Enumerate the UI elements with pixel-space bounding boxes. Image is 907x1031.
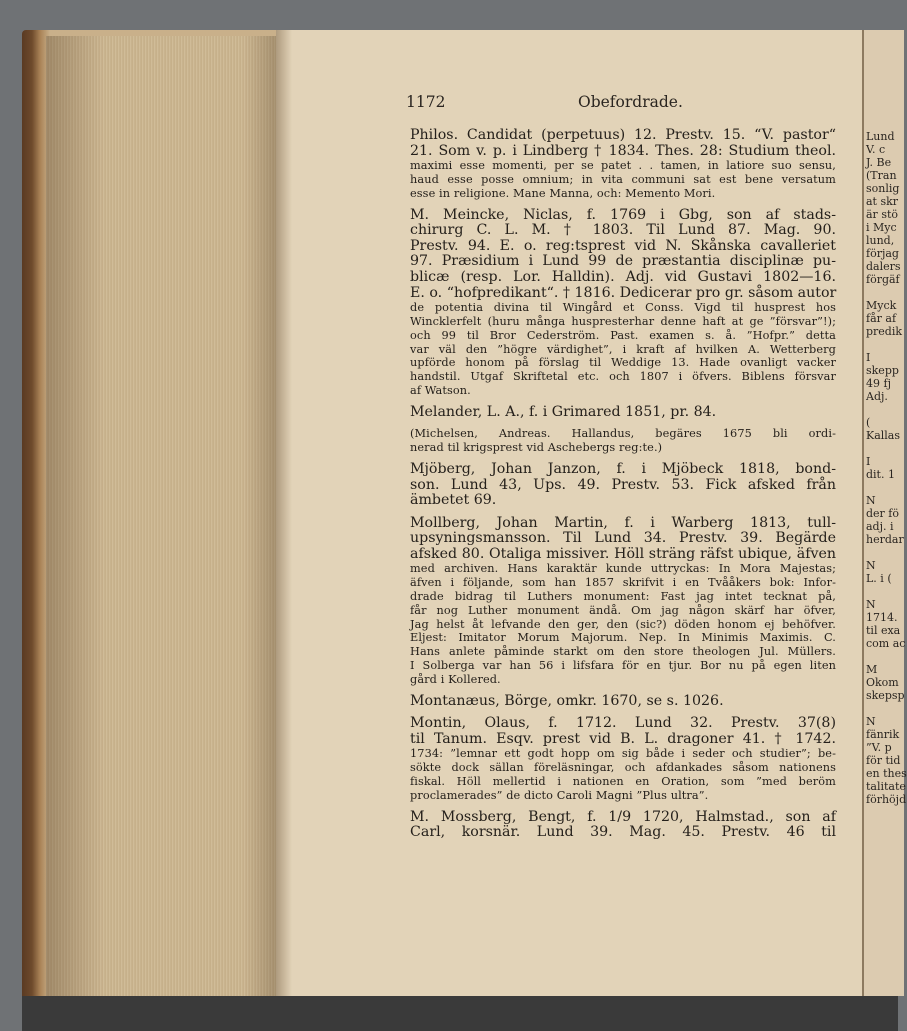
text-line: drade bidrag til Luthers monument: Fast jag intet tecknat på, [410, 590, 836, 604]
adjacent-fragment: (Tran [866, 169, 897, 182]
adjacent-fragment: ”V. p [866, 741, 892, 754]
adjacent-page-text [866, 130, 907, 806]
adjacent-fragment [866, 286, 902, 299]
text-line: fiskal. Höll mellertid i nationen en Oration, som ”med beröm [410, 775, 836, 789]
adjacent-fragment [866, 338, 902, 351]
adjacent-fragment: predik [866, 325, 903, 338]
text-line: Melander, L. A., f. i Grimared 1851, pr. 84. [410, 403, 717, 420]
page-block-shading [46, 36, 278, 996]
text-line: E. o. “hofpredikant“. † 1816. Dedicerar pro gr. såsom autor [410, 284, 837, 301]
adjacent-fragment: N [866, 494, 876, 507]
adjacent-fragment: N [866, 598, 876, 611]
adjacent-fragment [866, 481, 902, 494]
adjacent-fragment: der fö [866, 507, 899, 520]
adjacent-fragment: får af [866, 312, 897, 325]
adjacent-fragment: förhöjd [866, 793, 907, 806]
text-line: chirurg C. L. M. † 1803. Til Lund 87. Mag. 90. [410, 222, 836, 239]
text-line: M. Meincke, Niclas, f. 1769 i Gbg, son af stads- [410, 206, 836, 223]
text-line: 97. Præsidium i Lund 99 de præstantia disciplinæ pu- [410, 253, 836, 270]
adjacent-fragment: förjag [866, 247, 899, 260]
text-line: blicæ (resp. Lor. Halldin). Adj. vid Gustavi 1802—16. [410, 268, 836, 285]
text-line: Prestv. 94. E. o. reg:tsprest vid N. Skånska cavalleriet [410, 237, 836, 254]
text-line: M. Mossberg, Bengt, f. 1/9 1720, Halmstad., son af [410, 808, 836, 825]
adjacent-fragment: Lund [866, 130, 895, 143]
adjacent-fragment: dalers [866, 260, 901, 273]
adjacent-fragment: dit. 1 [866, 468, 895, 481]
text-line: 1734: ”lemnar ett godt hopp om sig både i seder och studier”; be- [410, 747, 836, 761]
adjacent-fragment [866, 702, 902, 715]
text-line: Montin, Olaus, f. 1712. Lund 32. Prestv. 37(8) [410, 715, 836, 732]
text-line: upförde honom på förslag til Weddige 13. Hade ovanligt vacker [410, 356, 836, 370]
adjacent-fragment: 49 fj [866, 377, 891, 390]
text-line: med archiven. Hans karaktär kunde uttryckas: In Mora Majestas; [410, 562, 836, 576]
adjacent-fragment: M [866, 663, 878, 676]
text-line: son. Lund 43, Ups. 49. Prestv. 53. Fick afsked från [410, 476, 836, 493]
adjacent-fragment: I [866, 351, 871, 364]
adjacent-fragment: til exa [866, 624, 901, 637]
text-line: af Watson. [410, 383, 471, 397]
text-line: Carl, korsnär. Lund 39. Mag. 45. Prestv. 46 til [410, 824, 836, 841]
page-number: 1172 [406, 93, 446, 111]
paragraph-gap [410, 420, 836, 427]
text-line: I Solberga var han 56 i lifsfara för en tjur. Bor nu på egen liten [410, 659, 836, 673]
adjacent-fragment: 1714. [866, 611, 898, 624]
adjacent-fragment: Okom [866, 676, 899, 689]
text-line: esse in religione. Mane Manna, och: Memento Mori. [410, 186, 716, 200]
adjacent-fragment: Adj. [866, 390, 888, 403]
text-line: Jag helst åt lefvande den ger, den (sic?) döden honom ej behöfver. [410, 617, 836, 631]
text-line: Mjöberg, Johan Janzon, f. i Mjöbeck 1818, bond- [410, 460, 836, 477]
text-line: de potentia divina til Wingård et Conss. Vigd til husprest hos [410, 301, 836, 315]
adjacent-fragment: Kallas [866, 429, 901, 442]
text-line: haud esse posse omnium; in vita communi sat est bene versatum [410, 172, 836, 186]
page-gutter-shadow [276, 30, 292, 996]
adjacent-fragment: skepp [866, 364, 899, 377]
adjacent-fragment: en thes [866, 767, 907, 780]
adjacent-fragment: at skr [866, 195, 899, 208]
text-line: Montanæus, Börge, omkr. 1670, se s. 1026. [410, 692, 724, 709]
text-line: ämbetet 69. [410, 492, 497, 509]
adjacent-fragment [866, 442, 902, 455]
text-line: och 99 til Bror Cederström. Past. examen s. å. ”Hofpr.” detta [410, 328, 836, 342]
adjacent-fragment: V. c [866, 143, 886, 156]
adjacent-fragment: skepsp [866, 689, 905, 702]
adjacent-fragment: L. i ( [866, 572, 892, 585]
text-line: 21. Som v. p. i Lindberg † 1834. Thes. 28: Studium theol. [410, 142, 836, 159]
adjacent-fragment: för tid [866, 754, 901, 767]
text-line: Wincklerfelt (huru många huspresterhar denne haft at ge ”försvar”!); [410, 314, 836, 328]
text-line: nerad til krigsprest vid Aschebergs reg:te.) [410, 441, 663, 455]
text-line: Hans anlete påminde starkt om den store theologen Jul. Müllers. [410, 645, 836, 659]
text-line: sökte dock sällan föreläsningar, och afdankades såsom nationens [410, 761, 836, 775]
adjacent-fragment: lund, [866, 234, 895, 247]
adjacent-fragment: förgäf [866, 273, 900, 286]
text-line: upsyningsmansson. Til Lund 34. Prestv. 39. Begärde [410, 530, 836, 547]
running-title: Obefordrade. [578, 93, 683, 111]
bottom-shadow [22, 996, 898, 1031]
text-line: gård i Kollered. [410, 672, 501, 686]
adjacent-fragment: i Myc [866, 221, 897, 234]
text-line: äfven i följande, som han 1857 skrifvit i en Tvååkers bok: Infor- [410, 576, 836, 590]
text-line: (Michelsen, Andreas. Hallandus, begäres 1675 bli ordi- [410, 427, 836, 441]
adjacent-fragment: J. Be [866, 156, 892, 169]
text-line: Mollberg, Johan Martin, f. i Warberg 1813, tull- [410, 514, 836, 531]
adjacent-fragment: herdar [866, 533, 904, 546]
text-line: Philos. Candidat (perpetuus) 12. Prestv. 15. “V. pastor“ [410, 127, 836, 143]
text-line: handstil. Utgaf Skriftetal etc. och 1807 i öfvers. Biblens försvar [410, 370, 836, 384]
text-line: får nog Luther monument ändå. Om jag någon skärf har öfver, [410, 603, 836, 617]
adjacent-fragment: ( [866, 416, 871, 429]
adjacent-fragment [866, 650, 902, 663]
adjacent-fragment: Myck [866, 299, 897, 312]
adjacent-fragment: sonlig [866, 182, 900, 195]
adjacent-fragment: är stö [866, 208, 899, 221]
adjacent-fragment [866, 546, 902, 559]
adjacent-fragment [866, 585, 902, 598]
adjacent-fragment: talitate [866, 780, 906, 793]
adjacent-fragment: adj. i [866, 520, 894, 533]
text-line: maximi esse momenti, per se patet . . tamen, in latiore suo sensu, [410, 159, 836, 173]
text-line: afsked 80. Otaliga missiver. Höll sträng räfst ubique, äfven [410, 545, 836, 562]
page-header [406, 93, 836, 115]
adjacent-fragment: N [866, 715, 876, 728]
text-line: proclamerades” de dicto Caroli Magni ”Plus ultra”. [410, 788, 709, 802]
adjacent-fragment: fänrik [866, 728, 900, 741]
adjacent-fragment: com ac [866, 637, 906, 650]
adjacent-fragment: N [866, 559, 876, 572]
text-line: til Tanum. Esqv. prest vid B. L. dragoner 41. † 1742. [410, 730, 836, 747]
body-text [410, 128, 836, 841]
text-line: var väl den ”högre värdighet”, i kraft af hvilken A. Wetterberg [410, 342, 836, 356]
text-line: Eljest: Imitator Morum Majorum. Nep. In Minimis Maximis. C. [410, 631, 836, 645]
adjacent-fragment: I [866, 455, 871, 468]
adjacent-fragment [866, 403, 902, 416]
